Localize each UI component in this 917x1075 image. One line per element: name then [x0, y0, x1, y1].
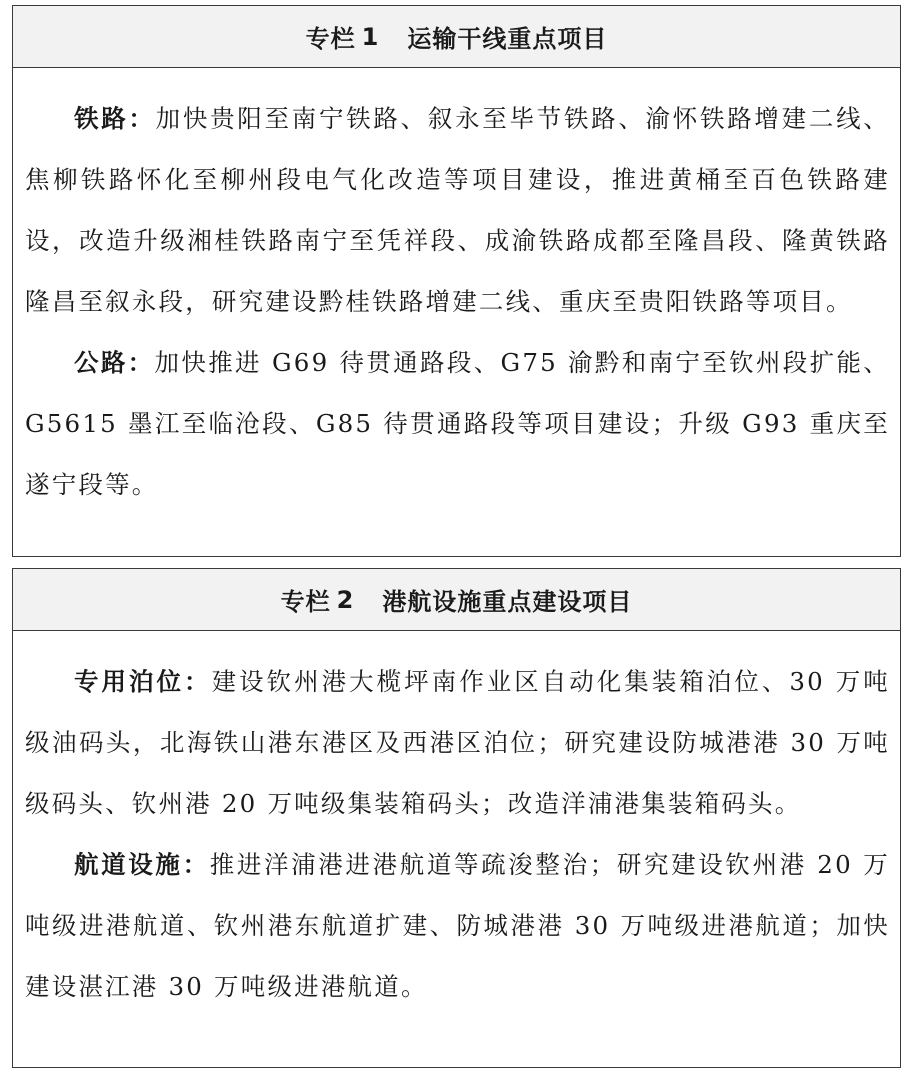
- highway-lead: 公路：: [74, 348, 155, 377]
- berth-lead: 专用泊位：: [74, 667, 212, 696]
- railway-paragraph: [25, 88, 890, 332]
- channel-lead: 航道设施：: [74, 850, 210, 879]
- column-body-2: [13, 631, 900, 1017]
- highway-text: 加快推进 G69 待贯通路段、G75 渝黔和南宁至钦州段扩能、G5615 墨江至临沧段、G85 待贯通路段等项目建设；升级 G93 重庆至遂宁段等。: [25, 348, 890, 499]
- berth-paragraph: [25, 651, 890, 834]
- highway-paragraph: [25, 332, 890, 515]
- column-header-2: [13, 569, 900, 631]
- column-title: 运输干线重点项目: [407, 25, 608, 53]
- railway-text: 加快贵阳至南宁铁路、叙永至毕节铁路、渝怀铁路增建二线、焦柳铁路怀化至柳州段电气化改造等项目建设，推进黄桶至百色铁路建设，改造升级湘桂铁路南宁至凭祥段、成渝铁路成都至隆昌段、隆黄铁路隆昌至叙永段，研究建设黔桂铁路增建二线、重庆至贵阳铁路等项目。: [25, 104, 890, 316]
- column-label: 专栏: [280, 588, 331, 616]
- column-box-2: [12, 568, 901, 1068]
- channel-text: 推进洋浦港进港航道等疏浚整治；研究建设钦州港 20 万吨级进港航道、钦州港东航道扩建、防城港港 30 万吨级进港航道；加快建设湛江港 30 万吨级进港航道。: [25, 850, 890, 1001]
- column-title: 港航设施重点建设项目: [382, 588, 633, 616]
- column-number: 2: [336, 585, 355, 614]
- channel-paragraph: [25, 834, 890, 1017]
- column-number: 1: [361, 22, 380, 51]
- railway-lead: 铁路：: [74, 104, 156, 133]
- column-header-1: [13, 6, 900, 68]
- berth-text: 建设钦州港大榄坪南作业区自动化集装箱泊位、30 万吨级油码头，北海铁山港东港区及西港区泊位；研究建设防城港港 30 万吨级码头、钦州港 20 万吨级集装箱码头；改造洋浦港集装箱码头。: [25, 667, 890, 818]
- column-label: 专栏: [305, 25, 356, 53]
- column-body-1: [13, 68, 900, 515]
- column-box-1: [12, 5, 901, 557]
